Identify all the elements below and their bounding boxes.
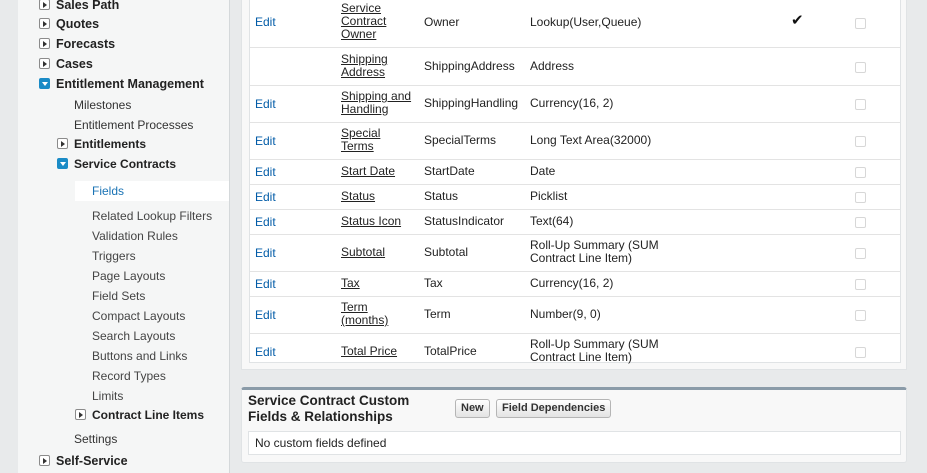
field-api-name: Owner: [424, 15, 460, 29]
collapse-icon[interactable]: [39, 78, 50, 89]
edit-link[interactable]: Edit: [255, 134, 276, 148]
checkbox: [855, 167, 866, 178]
field-label-link[interactable]: Start Date: [341, 164, 396, 178]
table-row: [250, 123, 900, 160]
nav-item-field-sets[interactable]: [18, 286, 229, 306]
nav-label: Self-Service: [56, 454, 128, 468]
nav-item-validation-rules[interactable]: [18, 226, 229, 246]
checkbox: [855, 248, 866, 259]
nav-item-buttons-and-links[interactable]: [18, 346, 229, 366]
nav-label: Page Layouts: [92, 269, 166, 283]
table-row: [250, 272, 900, 297]
nav-label: Limits: [92, 389, 124, 403]
edit-link[interactable]: Edit: [255, 345, 276, 359]
expand-icon[interactable]: [39, 58, 50, 69]
field-label-link[interactable]: Tax: [341, 276, 360, 290]
nav-item-related-lookup-filters[interactable]: [18, 206, 229, 226]
field-api-name: Status: [424, 189, 459, 203]
field-label-link[interactable]: Subtotal: [341, 245, 386, 259]
nav-label: Settings: [74, 432, 118, 446]
nav-item-quotes[interactable]: [18, 14, 229, 34]
nav-label: Entitlement Management: [56, 77, 204, 91]
nav-item-contract-line-items[interactable]: [18, 405, 229, 425]
checkmark-icon: ✔: [791, 12, 804, 29]
field-label-link[interactable]: Status Icon: [341, 214, 402, 228]
edit-link[interactable]: Edit: [255, 15, 276, 29]
nav-label: Contract Line Items: [92, 408, 205, 422]
nav-item-limits[interactable]: [18, 386, 229, 406]
checkbox: [855, 62, 866, 73]
table-row: [250, 334, 900, 363]
field-api-name: Term: [424, 307, 451, 321]
section-title: Service Contract Custom Fields & Relationships: [248, 393, 410, 424]
expand-icon[interactable]: [39, 18, 50, 29]
checkbox: [855, 310, 866, 321]
field-label-link[interactable]: Service Contract Owner: [341, 1, 387, 41]
field-label-link[interactable]: Shipping and Handling: [341, 89, 412, 116]
field-data-type: Roll-Up Summary (SUM Contract Line Item): [530, 337, 659, 364]
collapse-icon[interactable]: [57, 158, 68, 169]
nav-item-forecasts[interactable]: [18, 34, 229, 54]
field-data-type: Text(64): [530, 214, 574, 228]
field-label-link[interactable]: Term (months): [341, 300, 389, 327]
field-label-link[interactable]: Status: [341, 189, 376, 203]
edit-link[interactable]: Edit: [255, 190, 276, 204]
field-data-type: Currency(16, 2): [530, 276, 614, 290]
nav-label: Validation Rules: [92, 229, 178, 243]
table-row: [250, 235, 900, 272]
field-dependencies-button[interactable]: Field Dependencies: [496, 399, 611, 418]
field-label-link[interactable]: Shipping Address: [341, 52, 388, 79]
checkbox: [855, 99, 866, 110]
nav-item-compact-layouts[interactable]: [18, 306, 229, 326]
main-content: [241, 0, 907, 473]
standard-fields-section: [241, 0, 907, 370]
nav-label: Record Types: [92, 369, 166, 383]
checkbox: [855, 217, 866, 228]
table-row: [250, 297, 900, 334]
field-data-type: Currency(16, 2): [530, 96, 614, 110]
edit-link[interactable]: Edit: [255, 215, 276, 229]
field-api-name: StatusIndicator: [424, 214, 505, 228]
nav-item-record-types[interactable]: [18, 366, 229, 386]
field-api-name: TotalPrice: [424, 344, 477, 358]
field-data-type: Number(9, 0): [530, 307, 601, 321]
nav-item-settings[interactable]: [18, 429, 229, 449]
nav-label: Triggers: [92, 249, 136, 263]
field-data-type: Address: [530, 59, 575, 73]
nav-item-service-contracts[interactable]: [18, 154, 229, 174]
table-row: [250, 210, 900, 235]
table-row: [250, 86, 900, 123]
expand-icon[interactable]: [39, 0, 50, 10]
nav-label: Service Contracts: [74, 157, 177, 171]
field-api-name: StartDate: [424, 164, 475, 178]
nav-item-page-layouts[interactable]: [18, 266, 229, 286]
checkbox: [855, 18, 866, 29]
edit-link[interactable]: Edit: [255, 308, 276, 322]
field-api-name: ShippingAddress: [424, 59, 515, 73]
field-data-type: Roll-Up Summary (SUM Contract Line Item): [530, 238, 659, 265]
nav-item-entitlement-management[interactable]: [18, 74, 229, 94]
field-data-type: Long Text Area(32000): [530, 133, 652, 147]
nav-item-milestones[interactable]: [18, 95, 229, 115]
nav-label: Related Lookup Filters: [92, 209, 213, 223]
nav-label: Forecasts: [56, 37, 116, 51]
nav-label: Entitlements: [74, 137, 147, 151]
expand-icon[interactable]: [57, 138, 68, 149]
table-row: [250, 0, 900, 48]
field-api-name: ShippingHandling: [424, 96, 519, 110]
nav-label: Compact Layouts: [92, 309, 186, 323]
custom-fields-section: [241, 387, 907, 463]
nav-item-search-layouts[interactable]: [18, 326, 229, 346]
new-button[interactable]: New: [455, 399, 490, 418]
edit-link[interactable]: Edit: [255, 246, 276, 260]
field-api-name: Tax: [424, 276, 443, 290]
edit-link[interactable]: Edit: [255, 277, 276, 291]
nav-label: Quotes: [56, 17, 100, 31]
setup-sidebar: [18, 0, 230, 473]
nav-label: Milestones: [74, 98, 132, 112]
edit-link[interactable]: Edit: [255, 97, 276, 111]
table-row: [250, 185, 900, 210]
checkbox: [855, 192, 866, 203]
nav-item-sales-path[interactable]: [18, 0, 229, 15]
field-data-type: Picklist: [530, 189, 568, 203]
nav-label: Entitlement Processes: [74, 118, 194, 132]
field-api-name: Subtotal: [424, 245, 469, 259]
checkbox: [855, 347, 866, 358]
field-data-type: Date: [530, 164, 556, 178]
nav-item-cases[interactable]: [18, 54, 229, 74]
table-row: [250, 48, 900, 86]
expand-icon[interactable]: [39, 455, 50, 466]
field-label-link[interactable]: Special Terms: [341, 126, 381, 153]
nav-label: Cases: [56, 57, 93, 71]
nav-item-self-service[interactable]: [18, 451, 229, 471]
checkbox: [855, 136, 866, 147]
table-row: [250, 160, 900, 185]
nav-label: Sales Path: [56, 0, 120, 12]
field-api-name: SpecialTerms: [424, 133, 497, 147]
fields-table: [249, 0, 901, 363]
nav-label: Buttons and Links: [92, 349, 188, 363]
nav-item-entitlement-processes[interactable]: [18, 115, 229, 135]
empty-message: No custom fields defined: [248, 431, 901, 455]
nav-item-triggers[interactable]: [18, 246, 229, 266]
expand-icon[interactable]: [39, 38, 50, 49]
nav-label: Search Layouts: [92, 329, 176, 343]
field-label-link[interactable]: Total Price: [341, 344, 398, 358]
nav-label: Field Sets: [92, 289, 146, 303]
nav-item-entitlements[interactable]: [18, 134, 229, 154]
field-data-type: Lookup(User,Queue): [530, 15, 642, 29]
nav-item-fields[interactable]: [75, 181, 229, 201]
expand-icon[interactable]: [75, 409, 86, 420]
checkbox: [855, 279, 866, 290]
nav-label: Fields: [92, 184, 125, 198]
edit-link[interactable]: Edit: [255, 165, 276, 179]
